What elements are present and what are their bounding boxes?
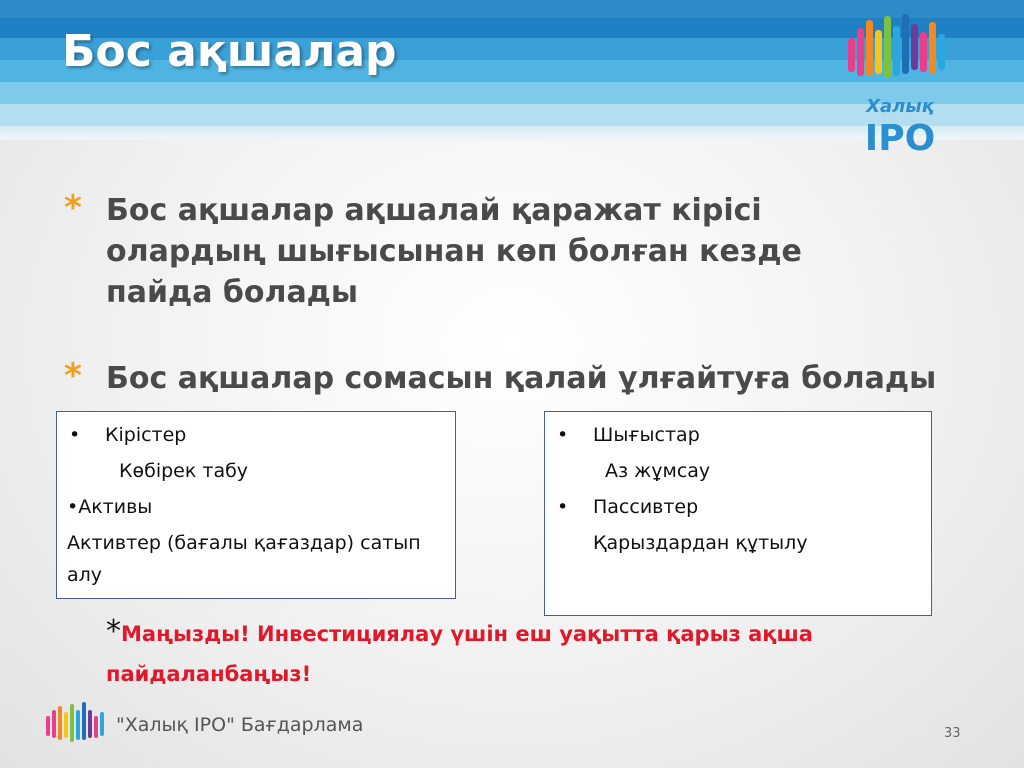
- bullet-line: Бос ақшалар сомасын қалай ұлғайтуға болады: [106, 361, 937, 396]
- footer-logo-icon: [44, 700, 108, 748]
- box-bullet: •: [557, 496, 569, 518]
- left-box: [56, 411, 456, 599]
- bullet-point-1: [64, 190, 964, 313]
- bullet-line: олардың шығысынан көп болған кезде: [106, 234, 802, 269]
- slide-title: Бос ақшалар: [62, 26, 397, 77]
- bullet-line: Бос ақшалар ақшалай қаражат кірісі: [106, 193, 762, 228]
- halyk-ipo-logo-icon: [840, 8, 960, 158]
- right-item-1: Шығыстар: [593, 424, 700, 446]
- logo-bars: [848, 14, 945, 78]
- footer-program-label: "Халық IPO" Бағдарлама: [116, 714, 364, 736]
- bullet-line: пайда болады: [106, 275, 359, 310]
- right-item-2-sub: Қарыздардан құтылу: [593, 532, 808, 554]
- left-item-2-sub: алу: [67, 564, 103, 586]
- right-item-1-sub: Аз жұмсау: [605, 460, 711, 482]
- left-item-1: Кірістер: [105, 424, 187, 446]
- box-bullet: •: [69, 424, 81, 446]
- left-item-2: •Активы: [67, 496, 153, 518]
- footer: [44, 700, 364, 750]
- logo-text-top: Халық: [866, 96, 934, 117]
- bullet-star: *: [64, 188, 82, 228]
- right-item-2: Пассивтер: [593, 496, 699, 518]
- left-item-1-sub: Көбірек табу: [119, 460, 249, 482]
- page-number: 33: [944, 726, 961, 741]
- warning-note: [106, 612, 866, 694]
- bullet-star: *: [64, 356, 82, 396]
- right-box: [544, 411, 932, 616]
- box-bullet: •: [557, 424, 569, 446]
- note-line: пайдаланбаңыз!: [106, 662, 312, 686]
- note-line: Маңызды! Инвестициялау үшін еш уақытта қарыз ақша: [121, 622, 813, 646]
- left-item-2-sub: Активтер (бағалы қағаздар) сатып: [67, 532, 421, 554]
- bullet-point-2: [64, 358, 964, 399]
- note-star: *: [106, 614, 121, 649]
- logo-text-bottom: IPO: [864, 118, 936, 158]
